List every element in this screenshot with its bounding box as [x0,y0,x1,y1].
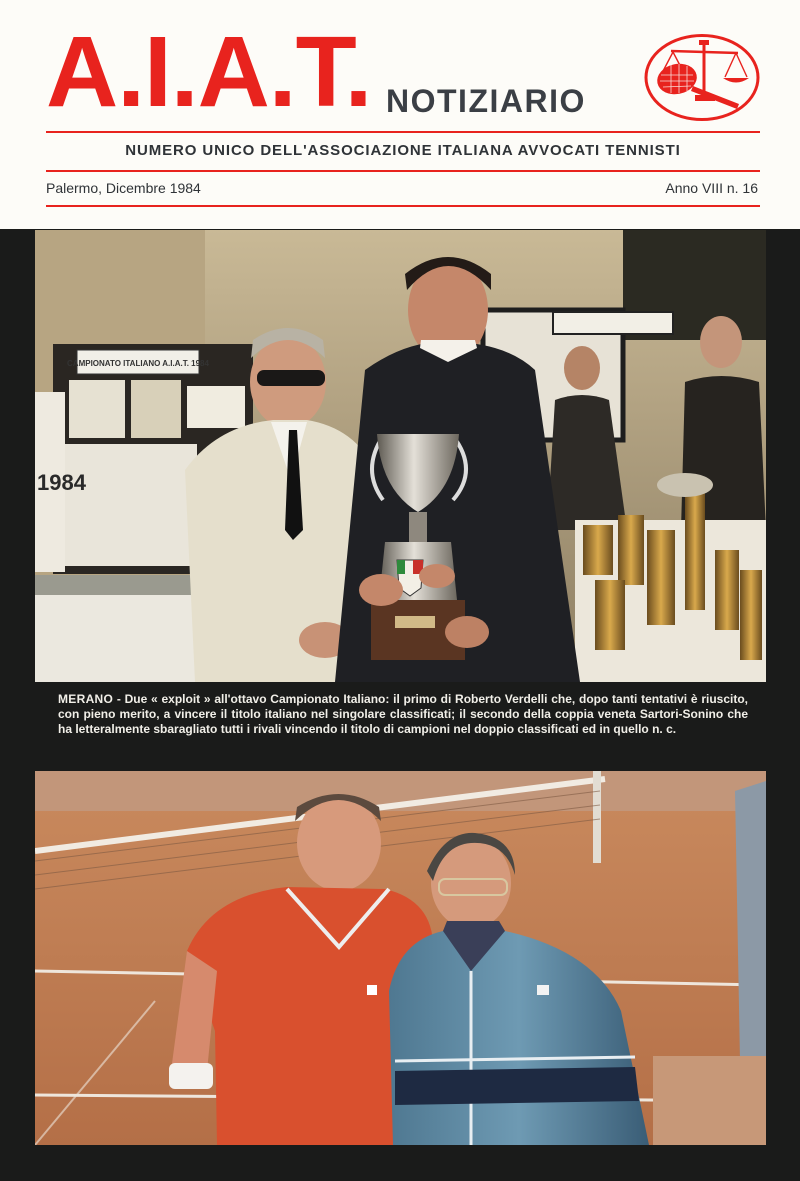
header-rule-bottom [46,205,760,207]
doubles-champions-image [35,771,766,1145]
tennis-racket-scales-emblem-icon [643,31,761,124]
place-date: Palermo, Dicembre 1984 [46,180,201,196]
masthead [0,0,800,229]
publication-title: NOTIZIARIO [386,83,586,119]
photo-caption [58,692,748,737]
board-banner-text: CAMPIONATO ITALIANO A.I.A.T. 1984 [67,359,209,368]
board-year-text: 1984 [37,470,86,495]
header-rule-top [46,131,760,133]
association-subtitle: NUMERO UNICO DELL'ASSOCIAZIONE ITALIANA AVVOCATI TENNISTI [125,142,681,159]
aiat-logo-text: A.I.A.T. [46,16,372,128]
trophy-presentation-image [35,230,766,682]
photo-doubles-champions [35,771,766,1145]
photo-trophy-presentation [35,230,766,682]
issue-number: Anno VIII n. 16 [665,180,758,196]
caption-text: - Due « exploit » all'ottavo Campionato Italiano: il primo di Roberto Verdelli che, dopo tanti tentativi è riuscito, con pieno merito, a vincere il titolo italiano nel singolare classificati; il secondo della coppia veneta Sartori-Sonino che ha letteralmente sbaragliato tutti i rivali vincendo il titolo di campioni nel doppio classificati ed in quello n. c. [58,692,748,736]
header-rule-middle [46,170,760,172]
caption-location: MERANO [58,692,114,706]
